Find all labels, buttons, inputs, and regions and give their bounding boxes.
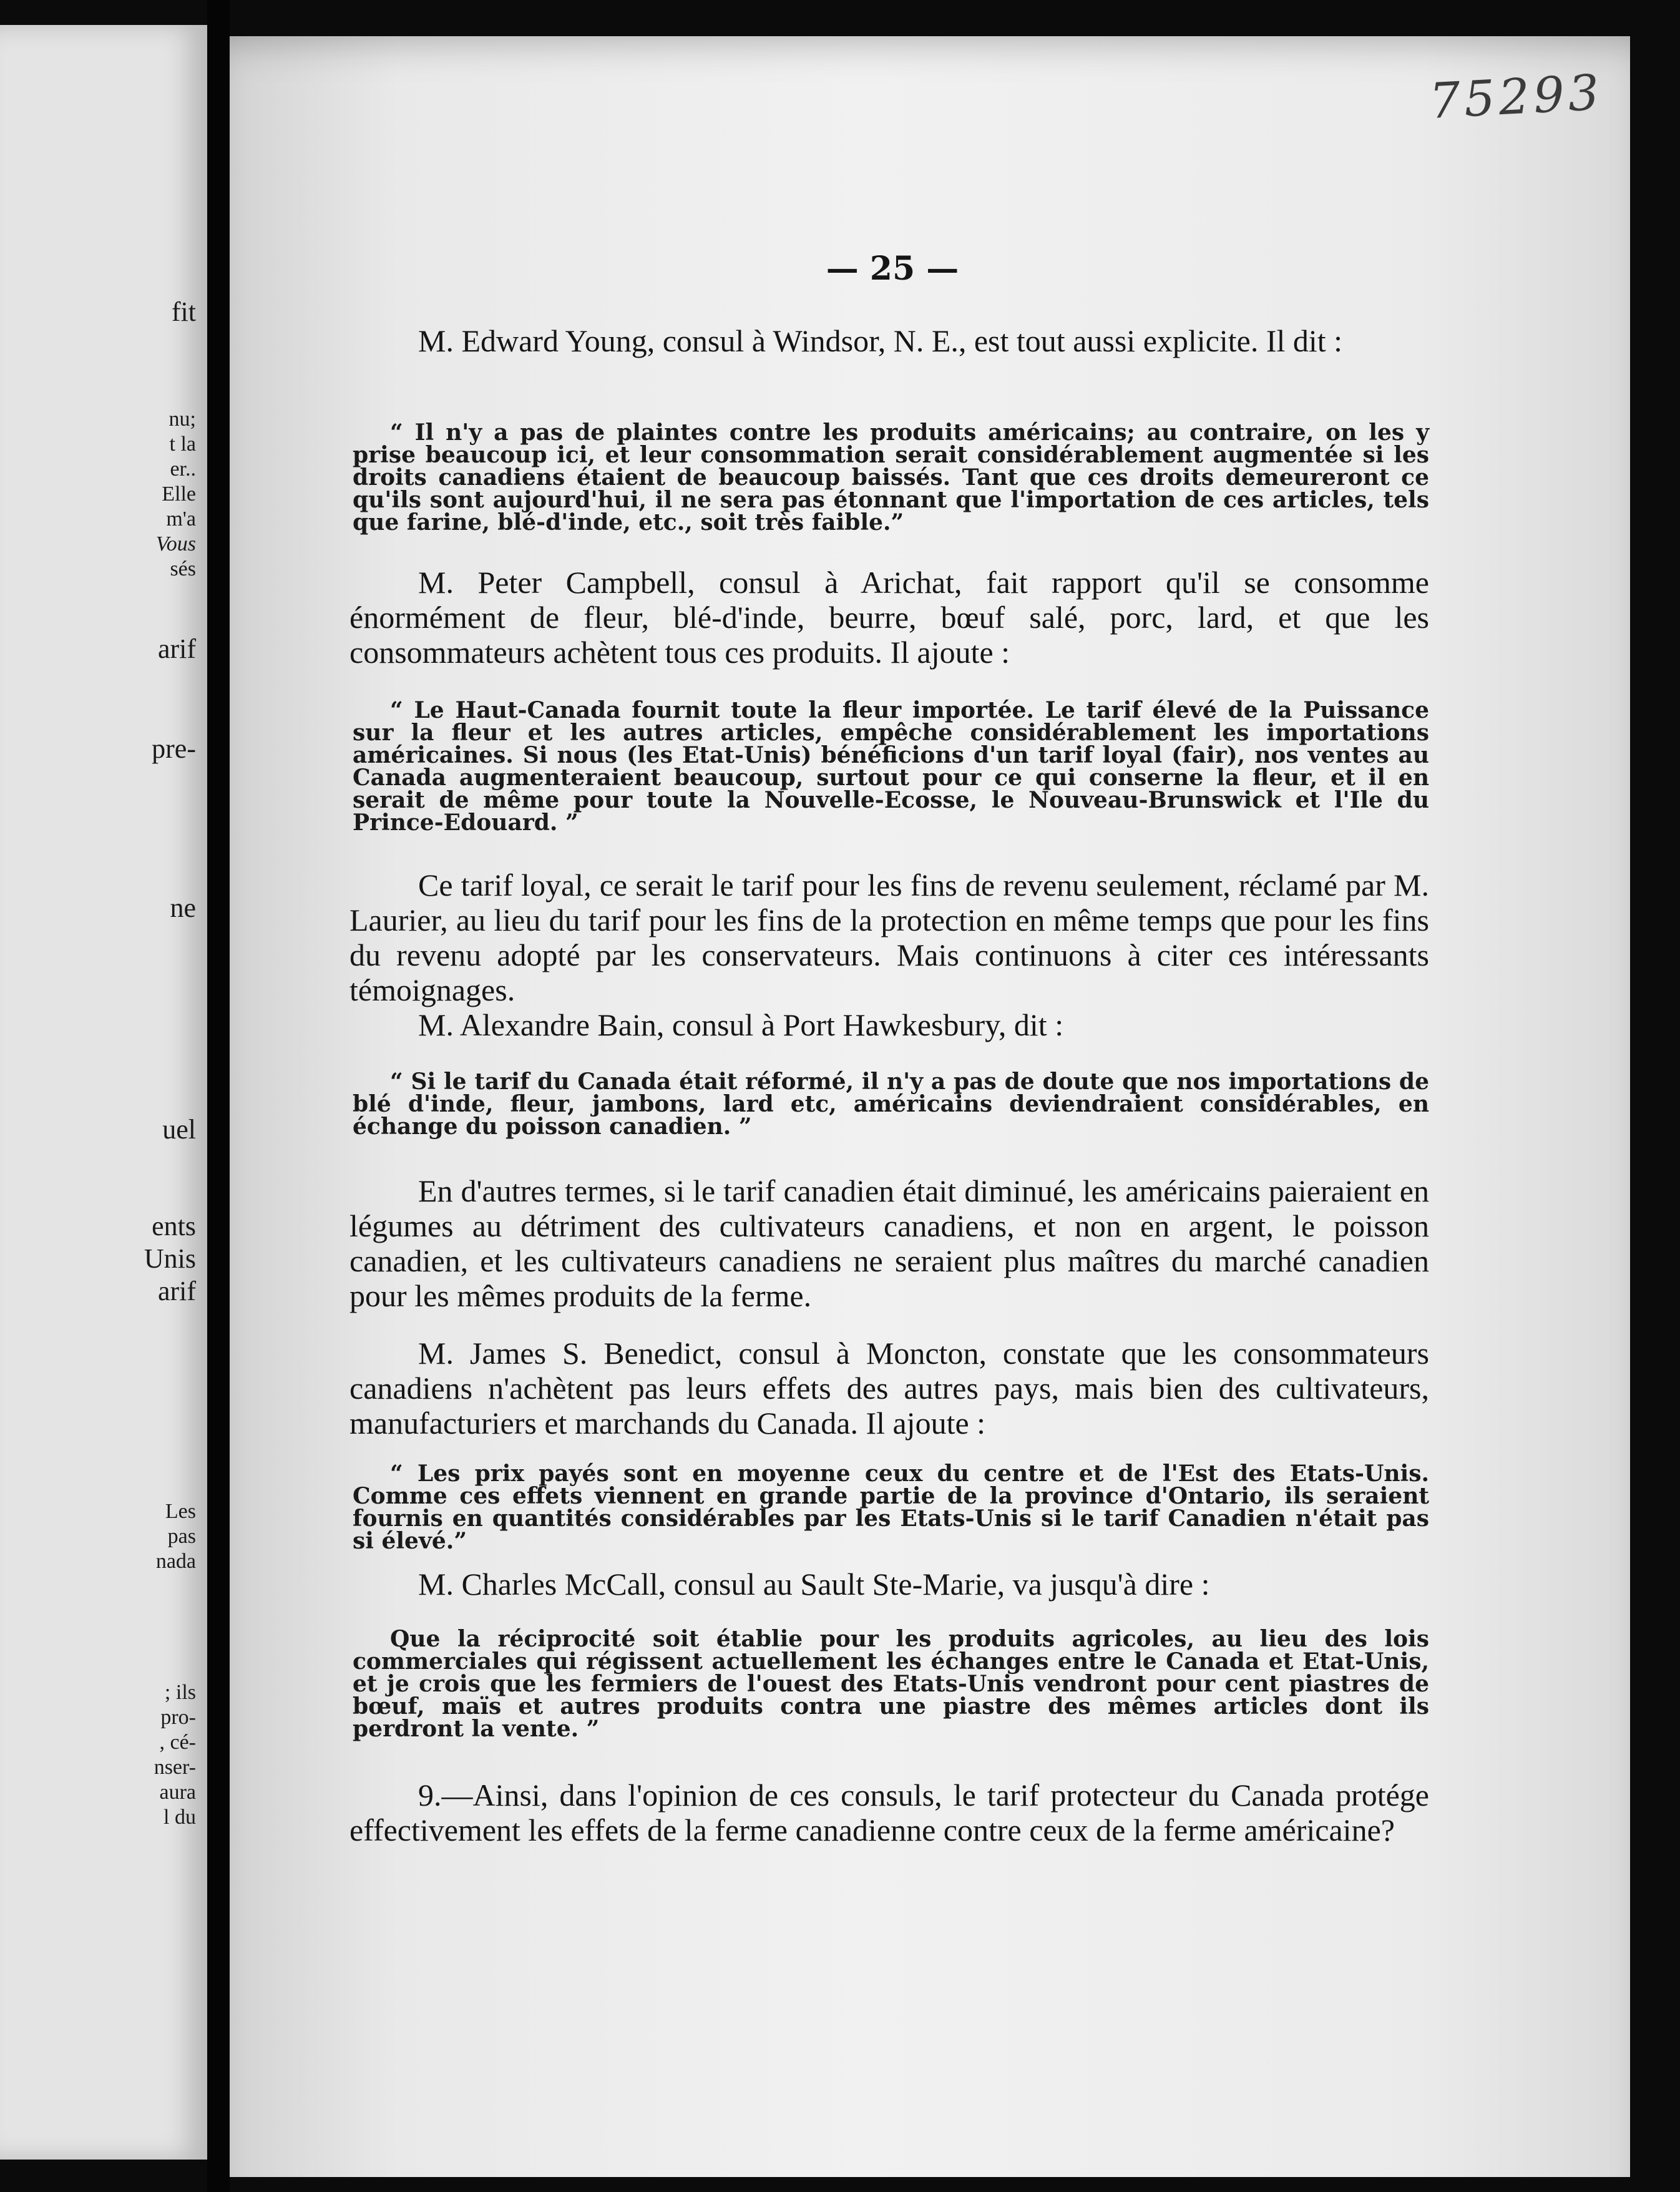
left-page-fragment: pro-: [160, 1706, 196, 1729]
quote-alexandre-bain: “ Si le tarif du Canada était réformé, il n'y a pas de doute que nos importations de blé d'inde, fleur, jambons, lard etc, américains deviendraient considérables, en échange du poisson canadien. ”: [353, 1069, 1429, 1140]
handwritten-catalog-number: 75293: [1428, 64, 1604, 130]
left-page-fragment: arif: [157, 1276, 196, 1306]
left-page-fragment: er..: [170, 457, 196, 481]
paragraph-james-benedict: M. James S. Benedict, consul à Moncton, constate que les consommateurs canadiens n'achètent pas leurs effets des autres pays, mais bien des cultivateurs, manufacturiers et marchands du Canada. Il ajoute :: [349, 1336, 1429, 1441]
left-page-fragment: sés: [170, 557, 196, 580]
left-page-fragment: nada: [155, 1550, 196, 1573]
paragraph-charles-mccall: M. Charles McCall, consul au Sault Ste-Marie, va jusqu'à dire :: [418, 1567, 1210, 1602]
left-page-fragment: , cé-: [159, 1731, 196, 1754]
page-number: — 25 —: [826, 250, 959, 288]
left-page-fragment: Elle: [162, 482, 196, 506]
left-page-fragment: ne: [170, 893, 196, 923]
left-page-fragment: Unis: [144, 1243, 196, 1274]
paragraph-edward-young: M. Edward Young, consul à Windsor, N. E., est tout aussi explicite. Il dit :: [418, 323, 1343, 358]
left-page-fragment: pre-: [152, 733, 196, 764]
left-page-fragment: Vous: [155, 532, 196, 555]
previous-page-edge: [0, 25, 207, 2160]
left-page-fragment: arif: [157, 634, 196, 664]
left-page-fragment: uel: [162, 1114, 196, 1145]
quote-charles-mccall: Que la réciprocité soit établie pour les produits agricoles, au lieu des lois commerciales qui régissent actuellement les échanges entre le Canada et Etat-Unis, et je crois que les fermiers de l'ouest des Etats-Unis vendront pour cent piastres de bœuf, maïs et autres produits contra une piastre des mêmes articles dont ils perdront la vente. ”: [353, 1626, 1429, 1742]
paragraph-peter-campbell: M. Peter Campbell, consul à Arichat, fait rapport qu'il se consomme énormément de fleur, blé-d'inde, beurre, bœuf salé, porc, lard, et que les consommateurs achètent tous ces produits. Il ajoute :: [349, 565, 1429, 670]
left-page-fragment: nu;: [168, 408, 196, 431]
left-page-fragment: ; ils: [164, 1681, 196, 1704]
paragraph-tarif-loyal: Ce tarif loyal, ce serait le tarif pour les fins de revenu seulement, réclamé par M. Laurier, au lieu du tarif pour les fins de la protection en même temps que pour les fins du revenu adopté par les conservateurs. Mais continuons à citer ces intéressants témoignages.: [349, 868, 1429, 1007]
quote-james-benedict: “ Les prix payés sont en moyenne ceux du centre et de l'Est des Etats-Unis. Comme ces effets viennent en grande partie de la province d'Ontario, ils seraient fournis en quantités considérables par les Etats-Unis si le tarif Canadien n'était pas si élevé.”: [353, 1461, 1429, 1554]
quote-edward-young: “ Il n'y a pas de plaintes contre les produits américains; au contraire, on les y prise beaucoup ici, et leur consommation serait considérablement augmentée si les droits canadiens étaient de beaucoup baissés. Tant que ces droits demeureront ce qu'ils sont aujourd'hui, il ne sera pas étonnant que l'importation de ces articles, tels que farine, blé-d'inde, etc., soit très faible.”: [353, 419, 1429, 536]
left-page-fragment: m'a: [166, 507, 196, 531]
left-page-fragment: nser-: [154, 1756, 196, 1779]
book-spine-gutter: [207, 0, 230, 2192]
quote-peter-campbell: “ Le Haut-Canada fournit toute la fleur importée. Le tarif élevé de la Puissance sur la fleur et les autres articles, empêche considérablement les importations américaines. Si nous (les Etat-Unis) bénéficions d'un tarif loyal (fair), nos ventes au Canada augmenteraient beaucoup, surtout pour ce qui conserne la fleur, et il en serait de même pour toute la Nouvelle-Ecosse, le Nouveau-Brunswick et l'Ile du Prince-Edouard. ”: [353, 697, 1429, 836]
left-page-fragment: t la: [169, 433, 196, 456]
left-page-fragment: aura: [159, 1781, 196, 1804]
left-page-fragment: fit: [171, 296, 196, 327]
paragraph-autres-termes: En d'autres termes, si le tarif canadien était diminué, les américains paieraient en légumes au détriment des cultivateurs canadiens, et non en argent, le poisson canadien, et les cultivateurs canadiens ne seraient plus maîtres du marché canadien pour les mêmes produits de la ferme.: [349, 1173, 1429, 1313]
paragraph-alexandre-bain: M. Alexandre Bain, consul à Port Hawkesbury, dit :: [418, 1007, 1064, 1042]
left-page-fragment: pas: [167, 1525, 196, 1548]
paragraph-conclusion: 9.—Ainsi, dans l'opinion de ces consuls, le tarif protecteur du Canada protége effectivement les effets de la ferme canadienne contre ceux de la ferme américaine?: [349, 1778, 1429, 1847]
left-page-fragment: ents: [152, 1211, 196, 1241]
left-page-fragment: l du: [164, 1806, 196, 1829]
left-page-fragment: Les: [165, 1500, 196, 1523]
